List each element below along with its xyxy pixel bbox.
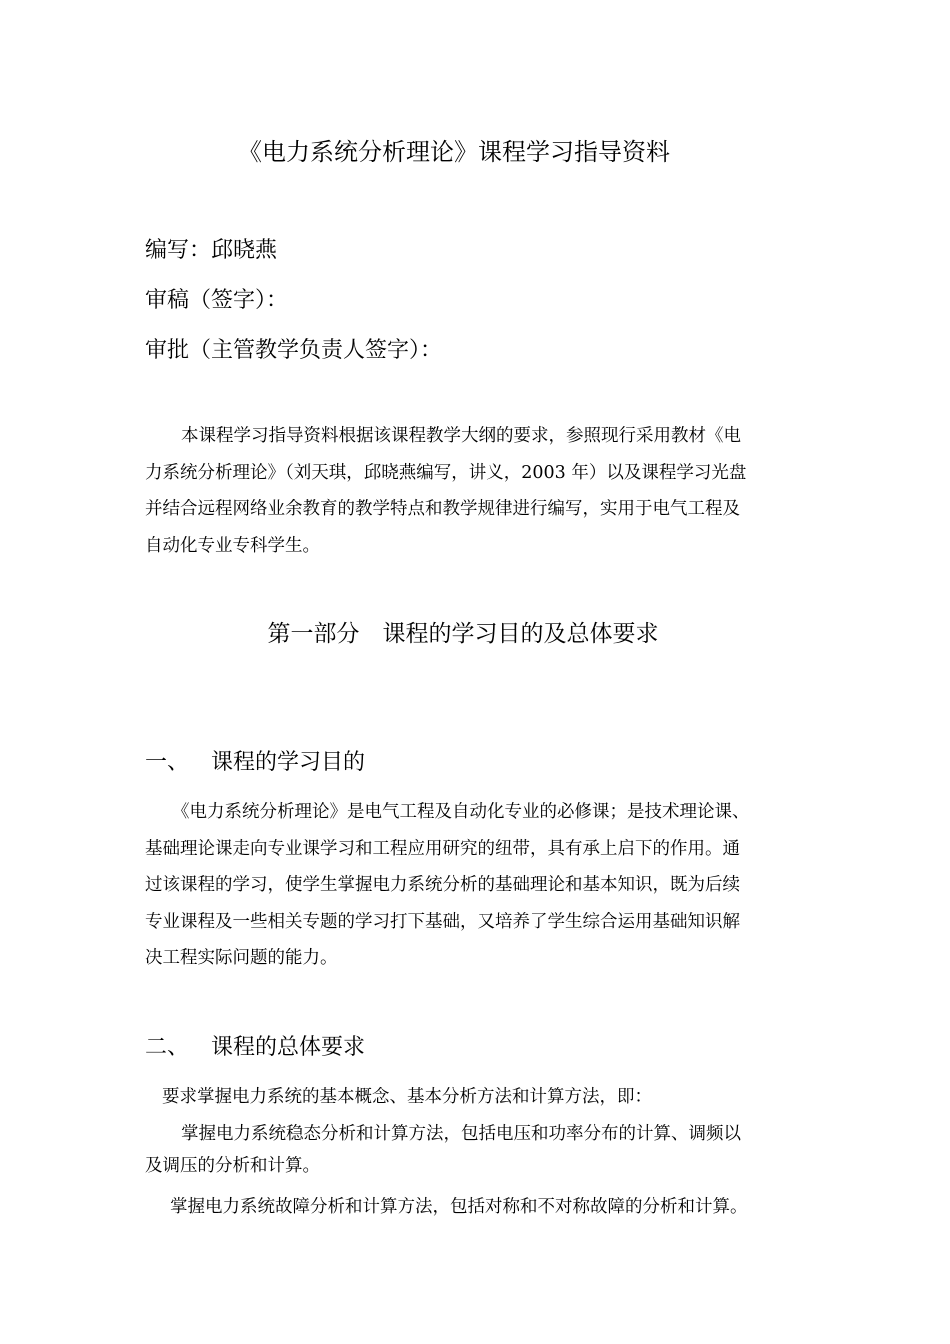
section-number: 二、: [145, 1035, 190, 1060]
section-heading-1: [145, 748, 365, 778]
section2-intro: 要求掌握电力系统的基本概念、基本分析方法和计算方法，即：: [162, 1087, 652, 1107]
section1-line: 专业课程及一些相关专题的学习打下基础，又培养了学生综合运用基础知识解: [145, 911, 740, 932]
part-title: 第一部分 课程的学习目的及总体要求: [267, 621, 659, 647]
section2-item1-line: 及调压的分析和计算。: [145, 1156, 320, 1176]
author-line: 编写：邱晓燕: [145, 238, 278, 263]
intro-line: 本课程学习指导资料根据该课程教学大纲的要求，参照现行采用教材《电: [181, 426, 741, 446]
intro-line: 并结合远程网络业余教育的教学特点和教学规律进行编写，实用于电气工程及: [145, 499, 740, 519]
section-number: 一、: [145, 750, 190, 775]
section2-item-1: [145, 1118, 815, 1182]
intro-line: 自动化专业专科学生。: [145, 535, 320, 556]
section1-line: 《电力系统分析理论》是电气工程及自动化专业的必修课；是技术理论课、: [172, 802, 750, 822]
section1-line: 基础理论课走向专业课学习和工程应用研究的纽带，具有承上启下的作用。通: [145, 838, 740, 859]
section2-item-2: 掌握电力系统故障分析和计算方法，包括对称和不对称故障的分析和计算。: [170, 1197, 748, 1217]
intro-paragraph: [145, 418, 815, 564]
approver-line: 审批（主管教学负责人签字）：: [145, 338, 443, 363]
section-title: 课程的学习目的: [211, 750, 366, 775]
section1-paragraph: [145, 794, 815, 977]
section1-line: 决工程实际问题的能力。: [145, 948, 338, 968]
reviewer-line: 审稿（签字）：: [145, 288, 289, 313]
section1-line: 过该课程的学习，使学生掌握电力系统分析的基础理论和基本知识，既为后续: [145, 875, 740, 895]
intro-line: 力系统分析理论》（刘天琪，邱晓燕编写，讲义，2003 年）以及课程学习光盘: [145, 462, 747, 483]
document-title: 《电力系统分析理论》课程学习指导资料: [238, 138, 670, 166]
section2-item1-line: 掌握电力系统稳态分析和计算方法，包括电压和功率分布的计算、调频以: [181, 1124, 741, 1144]
section-title: 课程的总体要求: [211, 1035, 366, 1060]
section-heading-2: [145, 1033, 365, 1063]
